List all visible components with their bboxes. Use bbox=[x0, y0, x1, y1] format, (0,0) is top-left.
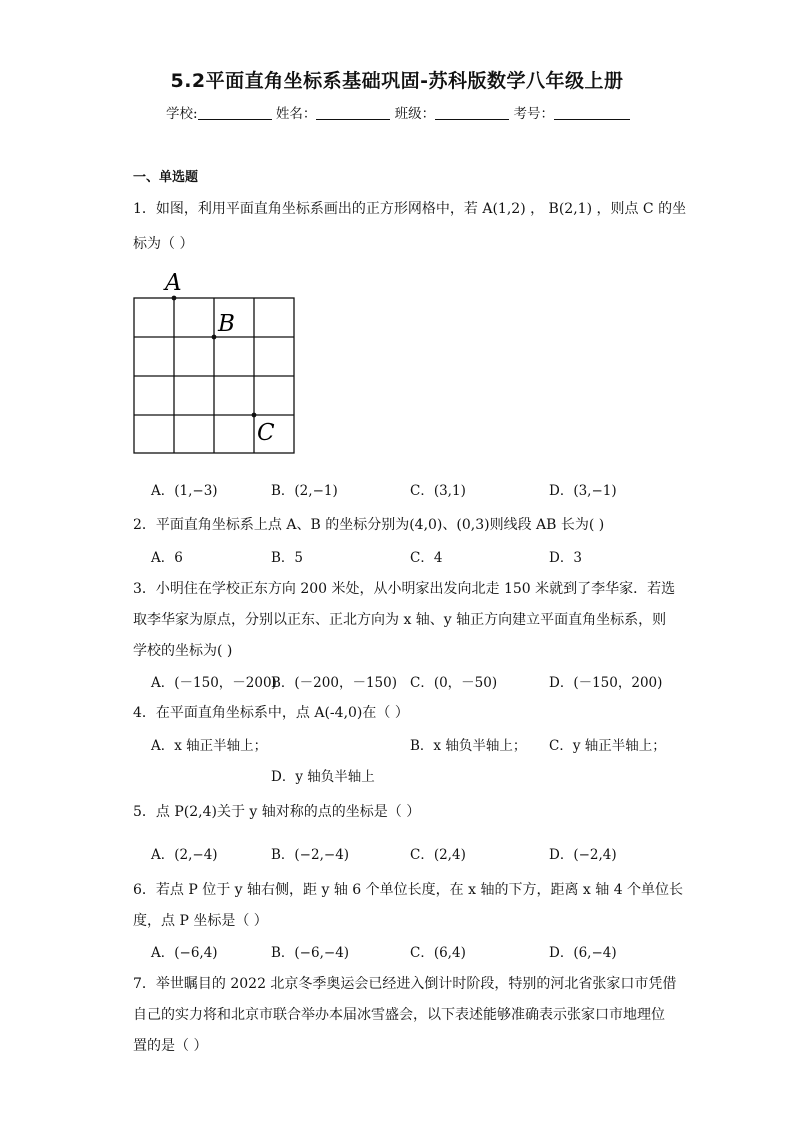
q4-option-c[interactable]: C．y 轴正半轴上； bbox=[549, 738, 666, 754]
section-heading: 一、单选题 bbox=[133, 170, 199, 185]
q6-option-b[interactable]: B．(−6,−4) bbox=[271, 945, 350, 961]
point-a bbox=[172, 296, 177, 301]
q3-stem-line3: 学校的坐标为( ) bbox=[133, 643, 233, 659]
q5-option-d[interactable]: D．(−2,4) bbox=[549, 847, 617, 863]
q1-option-b[interactable]: B．(2,−1) bbox=[271, 483, 338, 499]
q4-option-a[interactable]: A．x 轴正半轴上； bbox=[151, 738, 268, 754]
q2-option-d[interactable]: D．3 bbox=[549, 550, 582, 566]
q1-stem-line1: 1．如图，利用平面直角坐标系画出的正方形网格中，若 A(1,2) ， B(2,1) ，则点 C 的坐 bbox=[133, 201, 687, 217]
point-b bbox=[212, 335, 217, 340]
page-title: 5.2平面直角坐标系基础巩固-苏科版数学八年级上册 bbox=[170, 70, 624, 92]
q4-stem: 4．在平面直角坐标系中，点 A(-4,0)在（ ） bbox=[133, 705, 409, 721]
q3-option-d[interactable]: D．(－150，200) bbox=[549, 675, 663, 691]
q6-option-d[interactable]: D．(6,−4) bbox=[549, 945, 617, 961]
q3-stem-line1: 3．小明住在学校正东方向 200 米处，从小明家出发向北走 150 米就到了李华家．若选 bbox=[133, 581, 676, 597]
q3-option-a[interactable]: A．(－150，－200) bbox=[151, 675, 277, 691]
q3-option-b[interactable]: B．(－200，－150) bbox=[271, 675, 397, 691]
q2-stem: 2．平面直角坐标系上点 A、B 的坐标分别为(4,0)、(0,3)则线段 AB 长为( ) bbox=[133, 517, 605, 533]
q4-option-b[interactable]: B．x 轴负半轴上； bbox=[410, 738, 527, 754]
exam-no-blank[interactable] bbox=[554, 105, 630, 120]
label-c: C bbox=[257, 420, 275, 446]
q5-option-b[interactable]: B．(−2,−4) bbox=[271, 847, 350, 863]
q4-option-d[interactable]: D．y 轴负半轴上 bbox=[271, 769, 375, 785]
school-blank[interactable] bbox=[198, 105, 272, 120]
class-blank[interactable] bbox=[435, 105, 509, 120]
name-blank[interactable] bbox=[316, 105, 390, 120]
q5-stem: 5．点 P(2,4)关于 y 轴对称的点的坐标是（ ） bbox=[133, 804, 421, 820]
q1-option-c[interactable]: C．(3,1) bbox=[410, 483, 466, 499]
q2-option-c[interactable]: C．4 bbox=[410, 550, 443, 566]
q5-option-c[interactable]: C．(2,4) bbox=[410, 847, 466, 863]
q2-option-b[interactable]: B．5 bbox=[271, 550, 304, 566]
label-a: A bbox=[165, 270, 182, 296]
q6-option-c[interactable]: C．(6,4) bbox=[410, 945, 466, 961]
name-label: 姓名： bbox=[275, 106, 317, 122]
q1-option-a[interactable]: A．(1,−3) bbox=[151, 483, 218, 499]
q6-option-a[interactable]: A．(−6,4) bbox=[151, 945, 218, 961]
student-info-line bbox=[166, 102, 630, 122]
q1-grid-figure bbox=[125, 265, 305, 460]
q3-stem-line2: 取李华家为原点，分别以正东、正北方向为 x 轴、y 轴正方向建立平面直角坐标系，则 bbox=[133, 612, 667, 628]
q2-option-a[interactable]: A．6 bbox=[151, 550, 183, 566]
class-label: 班级： bbox=[394, 106, 436, 122]
q7-stem-line3: 置的是（ ） bbox=[133, 1038, 208, 1054]
q1-stem-line2: 标为（ ） bbox=[133, 236, 194, 252]
school-label: 学校: bbox=[166, 106, 198, 122]
exam-no-label: 考号： bbox=[513, 106, 554, 122]
label-b: B bbox=[218, 311, 235, 337]
q7-stem-line1: 7．举世瞩目的 2022 北京冬季奥运会已经进入倒计时阶段，特别的河北省张家口市凭借 bbox=[133, 976, 677, 992]
q3-option-c[interactable]: C．(0，－50) bbox=[410, 675, 498, 691]
q5-option-a[interactable]: A．(2,−4) bbox=[151, 847, 218, 863]
q6-stem-line2: 度，点 P 坐标是（ ） bbox=[133, 913, 268, 929]
q1-option-d[interactable]: D．(3,−1) bbox=[549, 483, 617, 499]
point-c bbox=[252, 413, 257, 418]
q7-stem-line2: 自己的实力将和北京市联合举办本届冰雪盛会，以下表述能够准确表示张家口市地理位 bbox=[133, 1007, 665, 1023]
q6-stem-line1: 6．若点 P 位于 y 轴右侧，距 y 轴 6 个单位长度，在 x 轴的下方，距离 x 轴 4 个单位长 bbox=[133, 882, 684, 898]
